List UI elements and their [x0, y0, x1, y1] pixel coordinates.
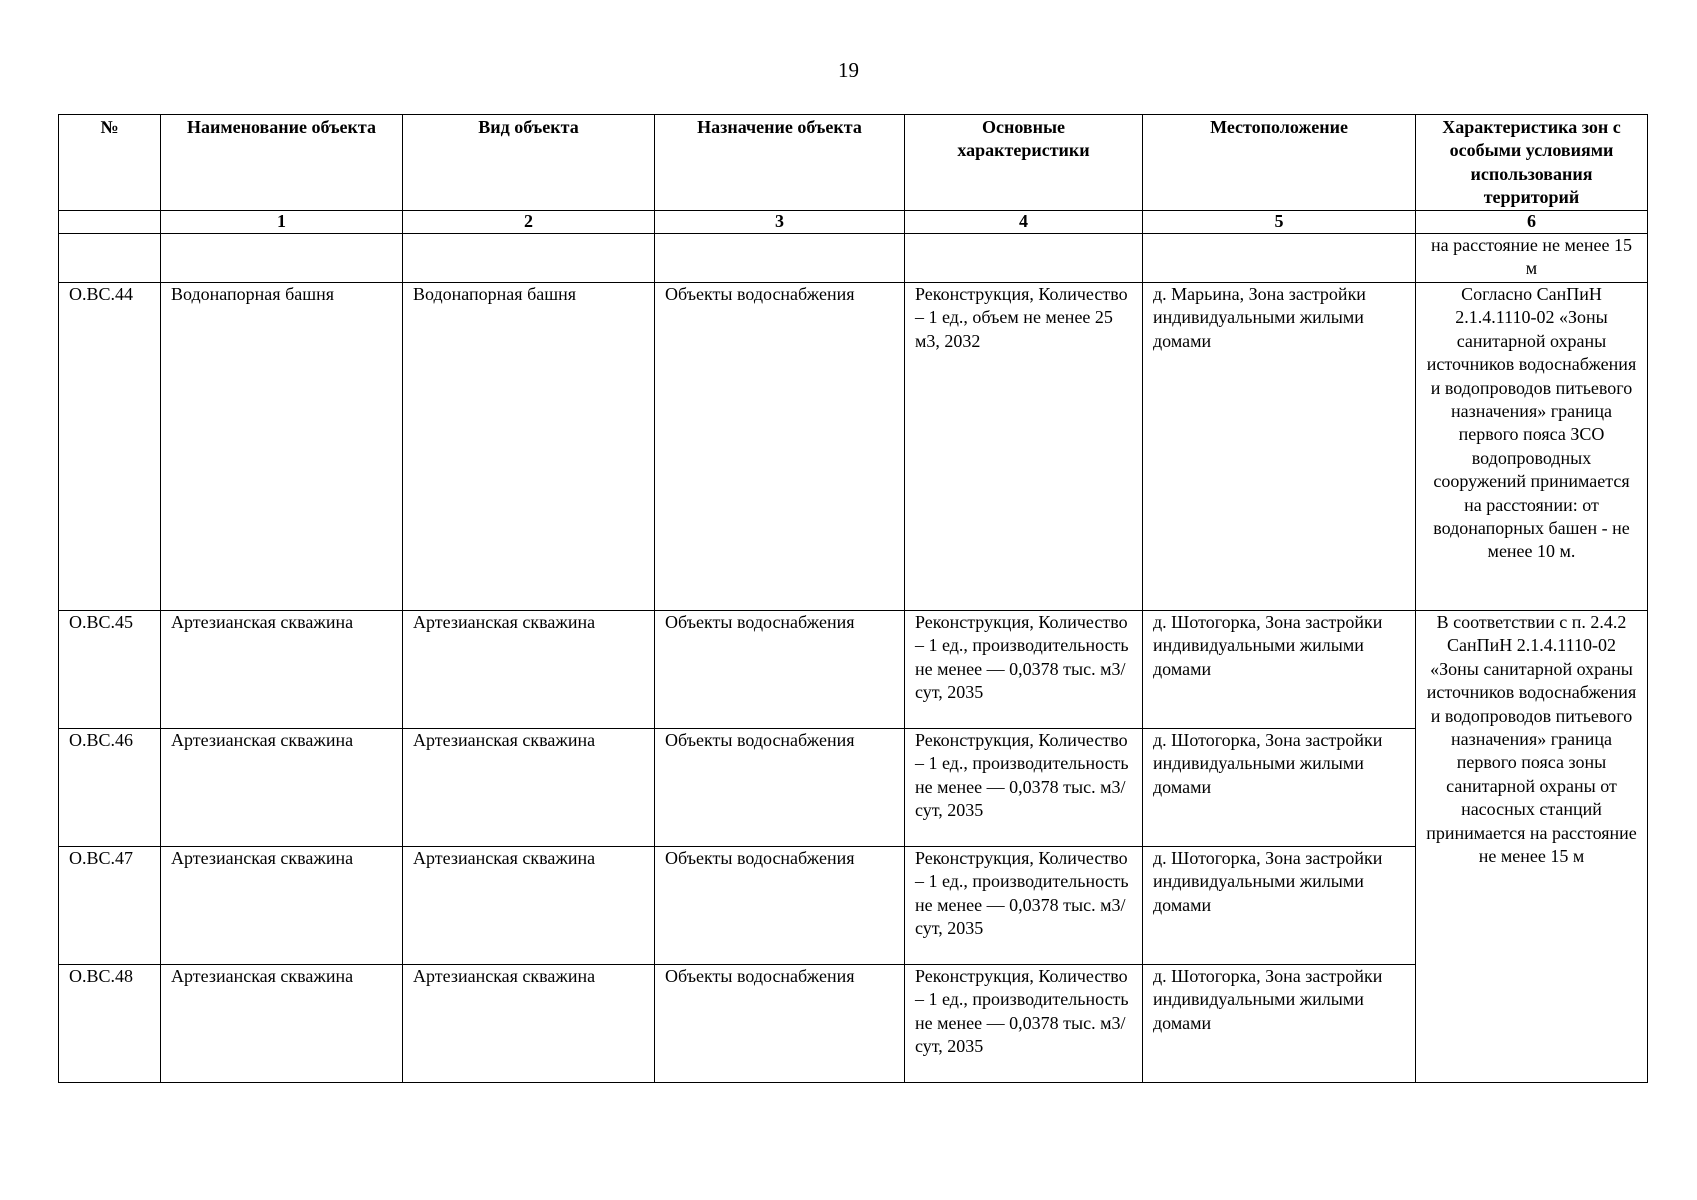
column-number: 1: [161, 211, 403, 234]
page-number: 19: [838, 58, 859, 82]
column-number: 5: [1143, 211, 1416, 234]
header-object-name: Наименование объекта: [161, 115, 403, 211]
zone-characteristics: В соответствии с п. 2.4.2 СанПиН 2.1.4.1110-02 «Зоны санитарной охраны источников водоснабжения и водопроводов питьевого назначения» граница первого пояса зоны санитарной охраны от насосных станций принимается на расстояние не менее 15 м: [1416, 611, 1648, 1083]
object-purpose: Объекты водоснабжения: [655, 729, 905, 847]
header-zone-characteristics: Характеристика зон с особыми условиями использования территорий: [1416, 115, 1648, 211]
table-row: [59, 283, 1648, 611]
object-name: Артезианская скважина: [161, 965, 403, 1083]
header-location: Местоположение: [1143, 115, 1416, 211]
object-id: О.ВС.47: [59, 847, 161, 965]
table-cell: [1143, 234, 1416, 283]
table-cell: [161, 234, 403, 283]
object-purpose: Объекты водоснабжения: [655, 283, 905, 611]
zone-continuation-text: на расстояние не менее 15 м: [1416, 234, 1648, 283]
header-object-type: Вид объекта: [403, 115, 655, 211]
object-type: Артезианская скважина: [403, 729, 655, 847]
object-purpose: Объекты водоснабжения: [655, 965, 905, 1083]
header-number: №: [59, 115, 161, 211]
table-header-row: [59, 115, 1648, 211]
column-number: 6: [1416, 211, 1648, 234]
column-number: 3: [655, 211, 905, 234]
object-name: Артезианская скважина: [161, 729, 403, 847]
table-cell: [59, 234, 161, 283]
object-characteristics: Реконструкция, Количество – 1 ед., производительность не менее — 0,0378 тыс. м3/сут, 2035: [905, 965, 1143, 1083]
object-id: О.ВС.45: [59, 611, 161, 729]
table-row: [59, 847, 1648, 965]
object-id: О.ВС.46: [59, 729, 161, 847]
zone-characteristics: Согласно СанПиН 2.1.4.1110-02 «Зоны санитарной охраны источников водоснабжения и водопроводов питьевого назначения» граница первого пояса ЗСО водопроводных сооружений принимается на расстоянии: от водонапорных башен - не менее 10 м.: [1416, 283, 1648, 611]
object-purpose: Объекты водоснабжения: [655, 847, 905, 965]
object-name: Артезианская скважина: [161, 611, 403, 729]
table-cell: [403, 234, 655, 283]
object-purpose: Объекты водоснабжения: [655, 611, 905, 729]
object-location: д. Марьина, Зона застройки индивидуальными жилыми домами: [1143, 283, 1416, 611]
object-id: О.ВС.48: [59, 965, 161, 1083]
object-name: Водонапорная башня: [161, 283, 403, 611]
object-type: Водонапорная башня: [403, 283, 655, 611]
header-main-characteristics: Основные характеристики: [905, 115, 1143, 211]
object-name: Артезианская скважина: [161, 847, 403, 965]
object-location: д. Шотогорка, Зона застройки индивидуальными жилыми домами: [1143, 611, 1416, 729]
table-row: [59, 729, 1648, 847]
object-characteristics: Реконструкция, Количество – 1 ед., производительность не менее — 0,0378 тыс. м3/сут, 2035: [905, 611, 1143, 729]
object-characteristics: Реконструкция, Количество – 1 ед., объем не менее 25 м3, 2032: [905, 283, 1143, 611]
column-number-row: [59, 211, 1648, 234]
table-cell: [905, 234, 1143, 283]
object-location: д. Шотогорка, Зона застройки индивидуальными жилыми домами: [1143, 729, 1416, 847]
object-id: О.ВС.44: [59, 283, 161, 611]
object-characteristics: Реконструкция, Количество – 1 ед., производительность не менее — 0,0378 тыс. м3/сут, 2035: [905, 847, 1143, 965]
object-type: Артезианская скважина: [403, 965, 655, 1083]
object-type: Артезианская скважина: [403, 847, 655, 965]
header-object-purpose: Назначение объекта: [655, 115, 905, 211]
column-number: [59, 211, 161, 234]
table-row: [59, 611, 1648, 729]
table-cell: [655, 234, 905, 283]
object-location: д. Шотогорка, Зона застройки индивидуальными жилыми домами: [1143, 847, 1416, 965]
continuation-row: [59, 234, 1648, 283]
table-row: [59, 965, 1648, 1083]
object-characteristics: Реконструкция, Количество – 1 ед., производительность не менее — 0,0378 тыс. м3/сут, 2035: [905, 729, 1143, 847]
column-number: 4: [905, 211, 1143, 234]
column-number: 2: [403, 211, 655, 234]
objects-table: [58, 114, 1648, 1083]
object-location: д. Шотогорка, Зона застройки индивидуальными жилыми домами: [1143, 965, 1416, 1083]
object-type: Артезианская скважина: [403, 611, 655, 729]
